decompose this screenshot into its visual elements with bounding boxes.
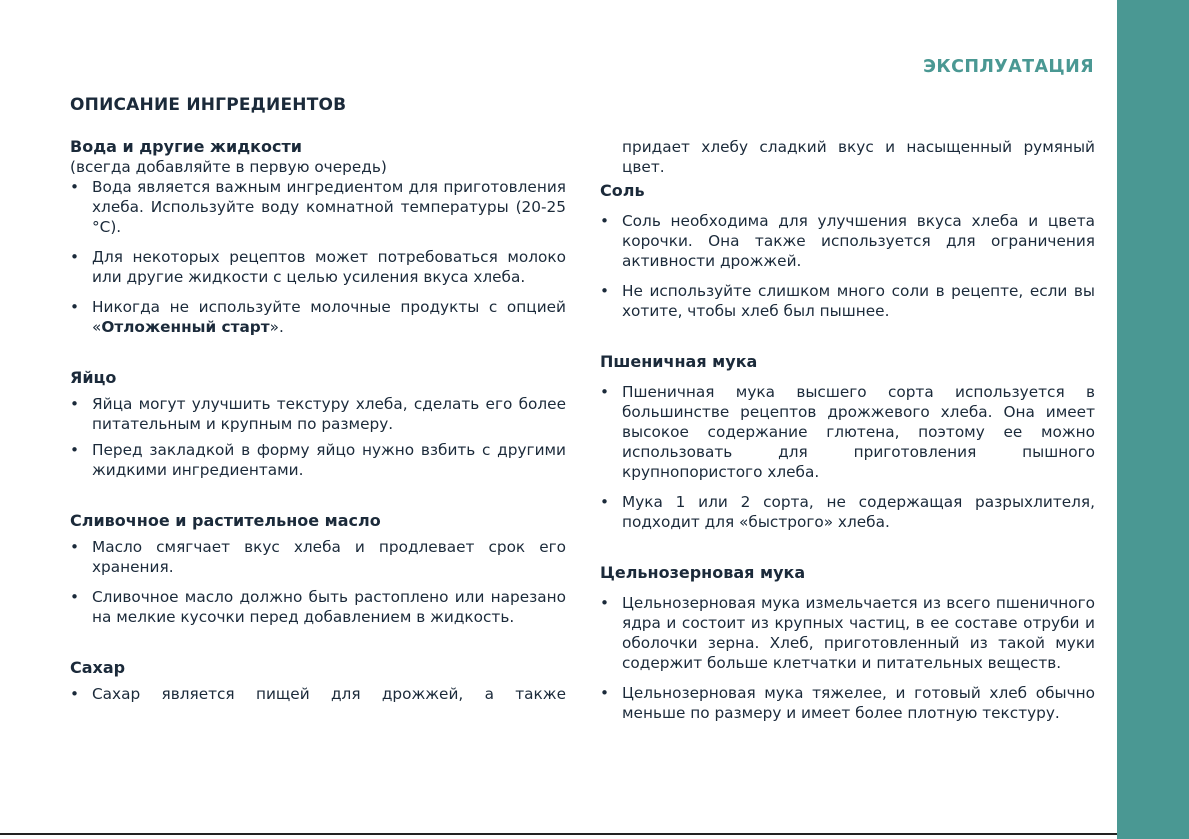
butter-list: [70, 537, 566, 627]
list-item: • Перед закладкой в форму яйцо нужно взбить с другими жидкими ингредиентами.: [70, 440, 566, 480]
list-item: • Яйца могут улучшить текстуру хлеба, сделать его более питательным и крупным по размеру.: [70, 394, 566, 434]
right-column: [600, 137, 1095, 723]
side-color-bar: [1117, 0, 1189, 839]
list-item: • Цельнозерновая мука измельчается из всего пшеничного ядра и состоит из крупных частиц, в ее составе отруби и оболочки зерна. Хлеб, приготовленный из такой муки содержит больше клетчатки и питательных веществ.: [600, 593, 1095, 673]
list-item: • Сливочное масло должно быть растоплено или нарезано на мелкие кусочки перед добавлением в жидкость.: [70, 587, 566, 627]
bottom-rule: [0, 833, 1117, 835]
list-item: [70, 247, 566, 287]
sugar-list: [70, 684, 566, 704]
list-item: • Пшеничная мука высшего сорта используется в большинстве рецептов дрожжевого хлеба. Она имеет высокое содержание глютена, поэтому ее можно использовать для приготовления пышного крупнопористого хлеба.: [600, 382, 1095, 482]
egg-list: [70, 394, 566, 480]
list-item: • Вода является важным ингредиентом для приготовления хлеба. Используйте воду комнатной температуры (20-25 °C).: [70, 177, 566, 237]
heading-butter: Сливочное и растительное масло: [70, 511, 381, 530]
section-label: ЭКСПЛУАТАЦИЯ: [923, 57, 1094, 77]
heading-wholegrain: Цельнозерновая мука: [600, 563, 806, 582]
list-item: • Не используйте слишком много соли в рецепте, если вы хотите, чтобы хлеб был пышнее.: [600, 281, 1095, 321]
delayed-start-label: Отложенный старт: [101, 318, 270, 336]
water-list: [70, 177, 566, 337]
heading-wheat: Пшеничная мука: [600, 352, 758, 371]
heading-salt: Соль: [600, 181, 645, 200]
sugar-list-continued: [600, 137, 1095, 177]
salt-list: [600, 211, 1095, 321]
list-item: • Цельнозерновая мука тяжелее, и готовый хлеб обычно меньше по размеру и имеет более плотную текстуру.: [600, 683, 1095, 723]
left-column: [70, 137, 566, 704]
list-item: • Мука 1 или 2 сорта, не содержащая разрыхлителя, подходит для «быстрого» хлеба.: [600, 492, 1095, 532]
list-item: • Соль необходима для улучшения вкуса хлеба и цвета корочки. Она также используется для ограничения активности дрожжей.: [600, 211, 1095, 271]
list-item: придает хлебу сладкий вкус и насыщенный румяный цвет.: [622, 138, 1095, 176]
list-item: • Сахар является пищей для дрожжей, а также: [70, 684, 566, 704]
heading-sugar: Сахар: [70, 658, 126, 677]
heading-egg: Яйцо: [70, 368, 117, 387]
list-item: • Масло смягчает вкус хлеба и продлевает срок его хранения.: [70, 537, 566, 577]
list-item-text: ».: [269, 318, 284, 336]
list-item: [70, 297, 566, 337]
wheat-list: [600, 382, 1095, 532]
heading-water: Вода и другие жидкости: [70, 137, 302, 156]
page-title: ОПИСАНИЕ ИНГРЕДИЕНТОВ: [70, 95, 347, 115]
water-note: (всегда добавляйте в первую очередь): [70, 158, 387, 176]
list-item-text: Для некоторых рецептов может потребоваться молоко или другие жидкости с целью усиления вкуса хлеба.: [92, 248, 566, 286]
wholegrain-list: [600, 593, 1095, 723]
list-item-text: Никогда не используйте молочные продукты с опцией «: [92, 298, 566, 336]
